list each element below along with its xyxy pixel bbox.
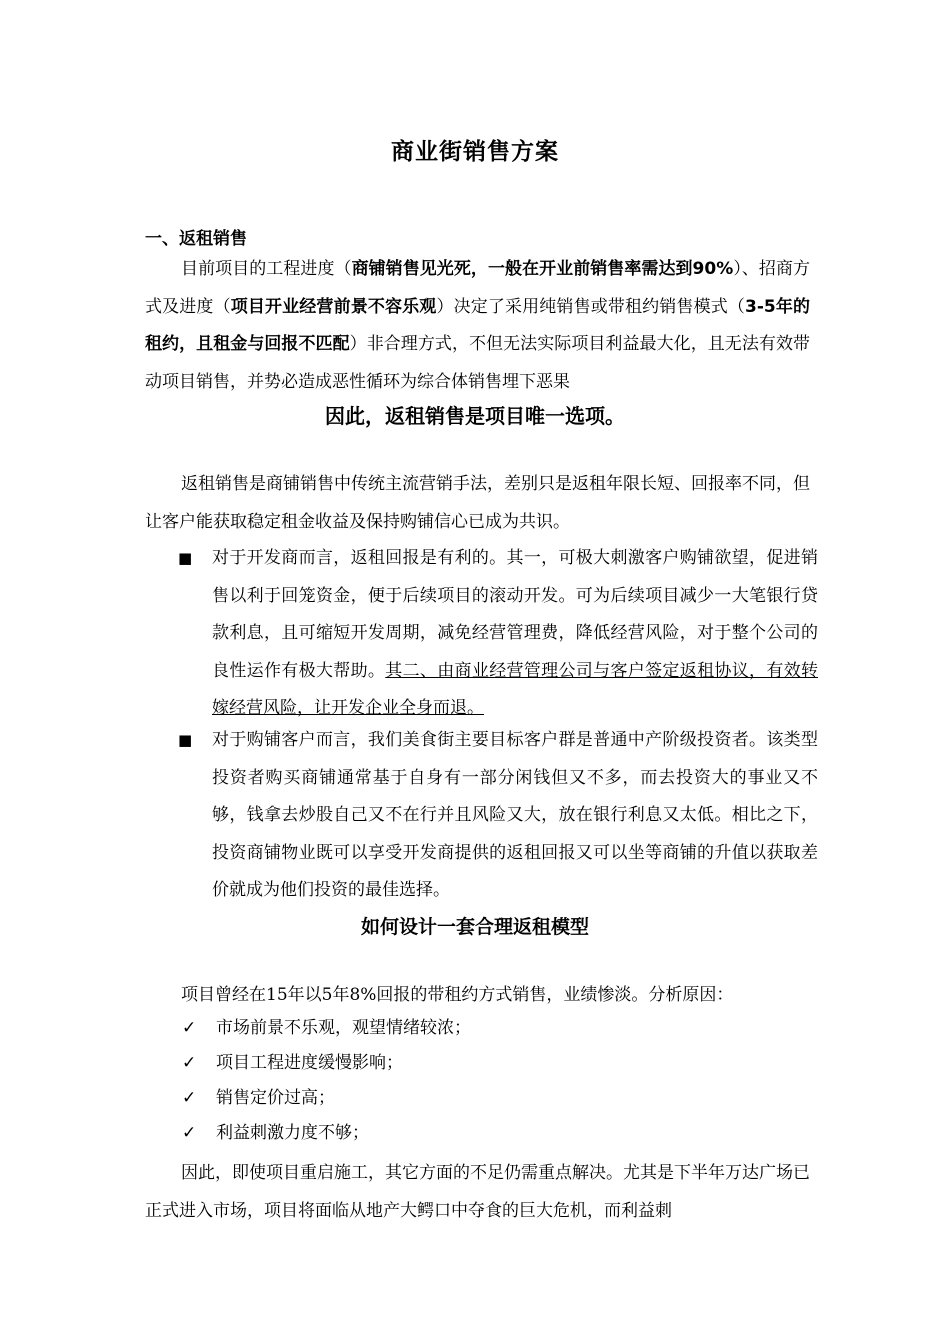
bullet-text: 对于购铺客户而言，我们美食街主要目标客户群是普通中产阶级投资者。该类型投资者购买商铺通常基于自身有一部分闲钱但又不多，而去投资大的事业又不够，钱拿去炒股自己又不在行并且风险又大，放在银行利息又太低。相比之下，投资商铺物业既可以享受开发商提供的返租回报又可以坐等商铺的升值以获取差价就成为他们投资的最佳选择。: [212, 730, 818, 900]
bullet-customer: [178, 722, 818, 910]
text-segment: ）决定了采用纯销售或带租约销售模式（: [436, 296, 746, 317]
bold-segment: 商铺销售见光死，一般在开业前销售率需达到90%: [351, 259, 734, 279]
paragraph-rent-back-intro: [145, 466, 810, 541]
check-text: 市场前景不乐观，观望情绪较浓；: [216, 1018, 471, 1038]
checkmark-icon: ✓: [182, 1018, 197, 1038]
text-segment: 返租销售是商铺销售中传统主流营销手法，差别只是返租年限长短、回报率不同，但让客户能获取稳定租金收益及保持购铺信心已成为共识。: [145, 474, 810, 532]
text-segment: ）、招商方式及进度（: [145, 259, 811, 317]
section-heading-model: 如何设计一套合理返租模型: [360, 916, 589, 938]
paragraph-challenges: [145, 1155, 810, 1230]
bullet-text: 对于开发商而言，返租回报是有利的。其一，可极大刺激客户购铺欲望，促进销售以利于回笼资金，便于后续项目的滚动开发。可为后续项目减少一大笔银行贷款利息，且可缩短开发周期，减免经营管理费，降低经营风险，对于整个公司的良性运作有极大帮助。: [212, 548, 818, 681]
text-segment: 目前项目的工程进度（: [181, 259, 352, 279]
conclusion-heading: 因此，返租销售是项目唯一选项。: [325, 404, 625, 428]
paragraph-project-status: [145, 251, 810, 401]
check-item: [182, 1083, 335, 1113]
underlined-text: 其二、由商业经营管理公司与客户签定返租协议，有效转嫁经营风险，让开发企业全身而退。: [212, 660, 819, 718]
checkmark-icon: ✓: [182, 1123, 197, 1143]
check-item: [182, 1013, 471, 1043]
check-item: [182, 1118, 369, 1148]
square-bullet-icon: ■: [178, 549, 193, 567]
section-heading-rent-back: 一、返租销售: [145, 229, 247, 249]
text-segment: 项目曾经在15年以5年8%回报的带租约方式销售，业绩惨淡。分析原因：: [181, 985, 734, 1005]
square-bullet-icon: ■: [178, 731, 193, 749]
bold-segment: 3-5年的租约，且租金与回报不匹配: [145, 296, 811, 354]
check-text: 销售定价过高；: [216, 1088, 335, 1108]
text-segment: ）非合理方式，不但无法实际项目利益最大化，且无法有效带动项目销售，并势必造成恶性循环为综合体销售埋下恶果: [145, 334, 811, 392]
bold-segment: 项目开业经营前景不容乐观: [230, 296, 437, 317]
checkmark-icon: ✓: [182, 1053, 197, 1073]
check-text: 项目工程进度缓慢影响；: [216, 1053, 403, 1073]
paragraph-history: [145, 980, 810, 1010]
check-text: 利益刺激力度不够；: [216, 1123, 369, 1143]
text-segment: 因此，即使项目重启施工，其它方面的不足仍需重点解决。尤其是下半年万达广场已正式进入市场，项目将面临从地产大鳄口中夺食的巨大危机，而利益刺: [145, 1163, 810, 1221]
checkmark-icon: ✓: [182, 1088, 197, 1108]
page-title: 商业街销售方案: [391, 139, 559, 165]
bullet-developer: [178, 540, 818, 728]
check-item: [182, 1048, 403, 1078]
